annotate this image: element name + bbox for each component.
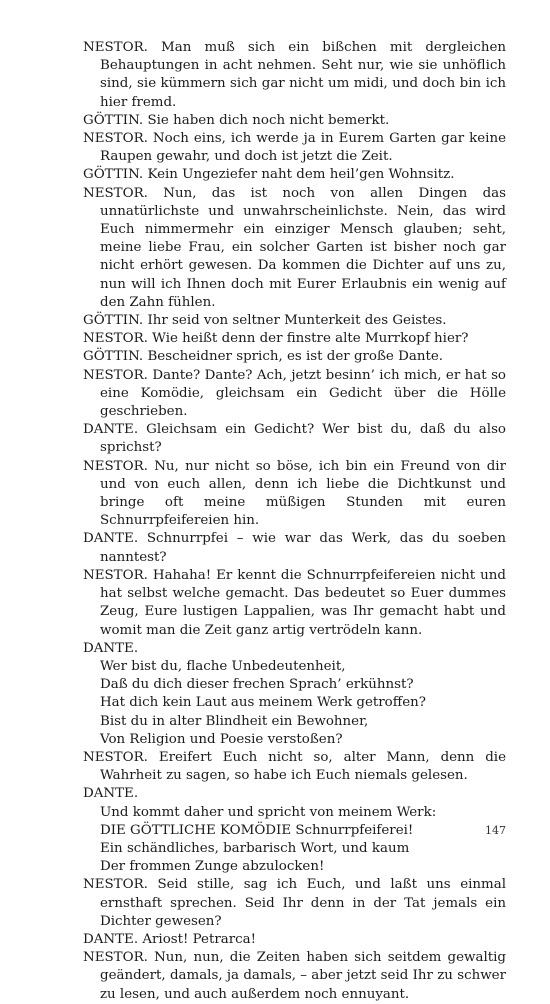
dialogue-entry: DANTE. Schnurrpfei – wie war das Werk, das du soeben nanntest? [83, 531, 506, 565]
speaker-name: DANTE. [83, 786, 139, 802]
verse-lines [83, 804, 506, 877]
verse-line: Wer bist du, flache Unbedeutenheit, [100, 658, 346, 674]
dialogue-entry: DANTE. Ariost! Petrarca! [83, 931, 257, 947]
dialogue-entry: NESTOR. Dante? Dante? Ach, jetzt besinn’ ich mich, er hat so eine Komödie, gleichsam ein Gedicht über die Hölle geschrieben. [83, 367, 506, 420]
dialogue-entry: NESTOR. Seid stille, sag ich Euch, und laßt uns einmal ernsthaft sprechen. Seid Ihr denn in der Tat jemals ein Dichter gewesen? [83, 877, 506, 929]
verse-line: Von Religion und Poesie verstoßen? [100, 731, 343, 747]
dialogue-entry: GÖTTIN. Kein Ungeziefer naht dem heil’gen Wohnsitz. [83, 167, 455, 183]
dialogue-entry: GÖTTIN. Ihr seid von seltner Munterkeit des Geistes. [83, 313, 447, 329]
verse-line: Bist du in alter Blindheit ein Bewohner, [100, 713, 369, 729]
verse-line: Und kommt daher und spricht von meinem Werk: [100, 804, 437, 820]
verse-entry [83, 640, 506, 749]
dialogue-entry: DANTE. Gleichsam ein Gedicht? Wer bist du, daß du also sprichst? [83, 422, 506, 456]
verse-line: Der frommen Zunge abzulocken! [100, 859, 325, 875]
dialogue-entry: NESTOR. Wie heißt denn der finstre alte Murrkopf hier? [83, 331, 469, 347]
page-number: 147 [485, 824, 506, 837]
dialogue-entry: NESTOR. Hahaha! Er kennt die Schnurrpfeifereien nicht und hat selbst welche gemacht. Das bedeutet so Euer dummes Zeug, Eure lustigen Lappalien, was Ihr gemacht habt und womit man die Zeit ganz artig vertrödeln kann. [83, 567, 506, 638]
dialogue-entry: NESTOR. Man muß sich ein bißchen mit dergleichen Behauptungen in acht nehmen. Seht nur, wie sie unhöflich sind, sie kümmern sich gar nicht um midi, und doch bin ich hier fremd. [83, 40, 506, 110]
dialogue-entry: NESTOR. Nun, das ist noch von allen Dingen das unnatürlichste und unwahrscheinlichste. Nein, das wird Euch nimmermehr ein einziger Mensch glauben; seht, meine liebe Frau, ein solcher Garten ist bisher noch gar nicht erhört gewesen. Da kommen die Dichter auf uns zu, nun will ich Ihnen doch mit Eurer Erlaubnis ein wenig auf den Zahn fühlen. [83, 185, 506, 310]
page-body [83, 39, 506, 1004]
verse-line: Ein schändliches, barbarisch Wort, und kaum [100, 840, 410, 856]
speaker-name: DANTE. [83, 640, 139, 656]
dialogue-entry: GÖTTIN. Sie haben dich noch nicht bemerkt. [83, 112, 390, 128]
dialogue-entry: NESTOR. Nu, nur nicht so böse, ich bin ein Freund von dir und von euch allen, denn ich liebe die Dichtkunst und bringe oft meine müßigen Stunden mit euren Schnurrpfeifereien hin. [83, 458, 506, 529]
verse-entry [83, 785, 506, 876]
dialogue-entry: NESTOR. Noch eins, ich werde ja in Eurem Garten gar keine Raupen gewahr, und doch ist jetzt die Zeit. [83, 131, 506, 165]
dialogue-entry: NESTOR. Nun, nun, die Zeiten haben sich seitdem gewaltig geändert, damals, ja damals, – aber jetzt seid Ihr zu schwer zu lesen, und auch außerdem noch ennuyant. [83, 950, 506, 1002]
verse-line: Hat dich kein Laut aus meinem Werk getroffen? [100, 695, 426, 711]
dialogue-entry: GÖTTIN. Bescheidner sprich, es ist der große Dante. [83, 349, 444, 365]
verse-line: DIE GÖTTLICHE KOMÖDIE Schnurrpfeiferei! [100, 822, 414, 838]
verse-lines [83, 658, 506, 749]
verse-line: Daß du dich dieser frechen Sprach’ erkühnst? [100, 677, 414, 693]
dialogue-entry: NESTOR. Ereifert Euch nicht so, alter Mann, denn die Wahrheit zu sagen, so habe ich Euch niemals gelesen. [83, 749, 506, 784]
